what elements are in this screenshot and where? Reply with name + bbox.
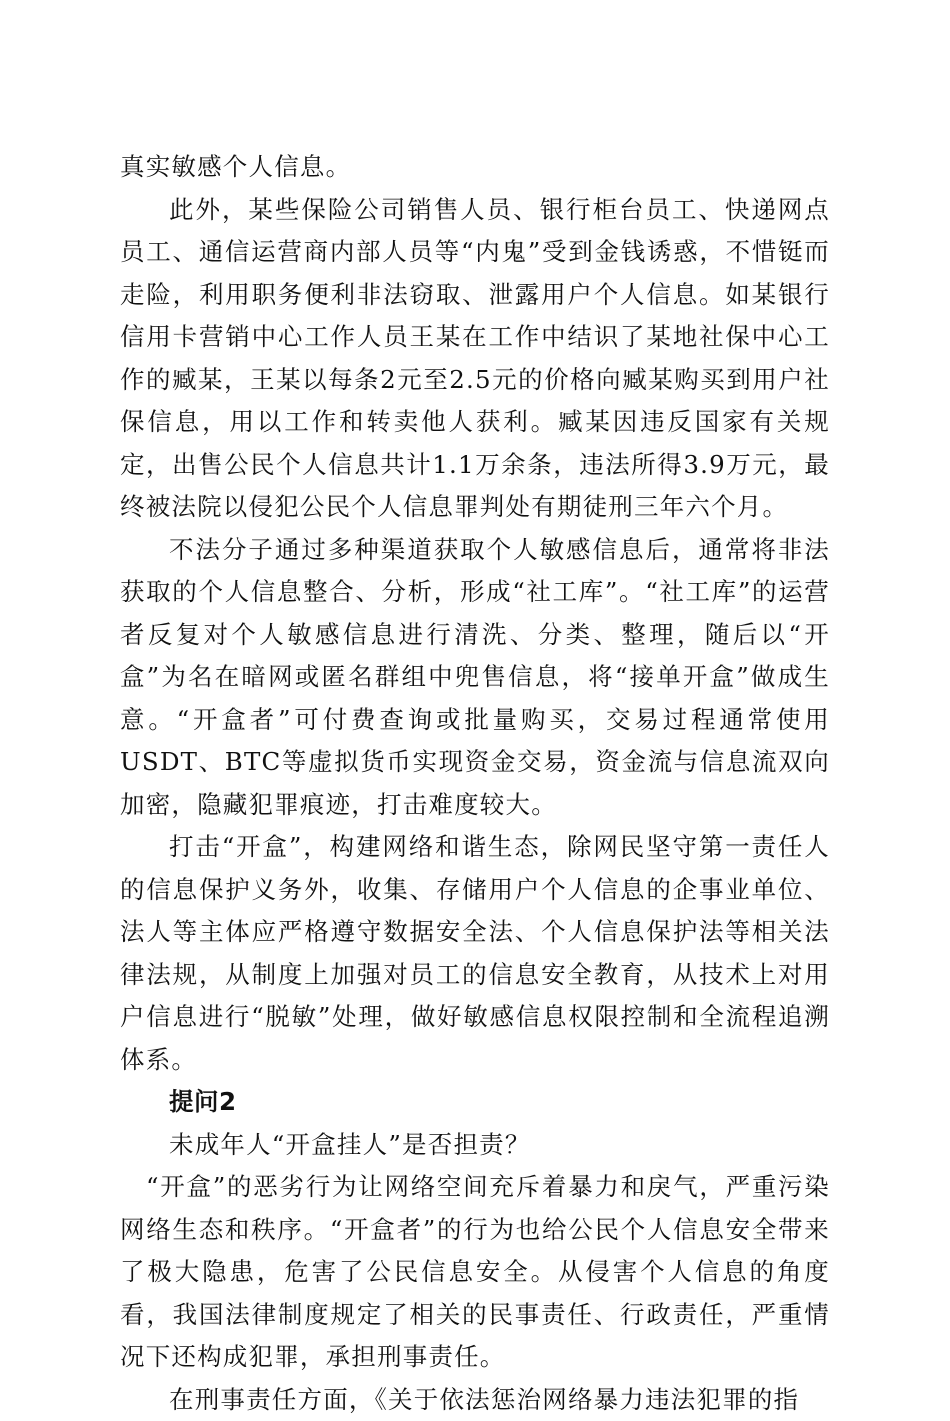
paragraph-combat-doxxing: 打击“开盒”，构建网络和谐生态，除网民坚守第一责任人的信息保护义务外，收集、存储用户个人信息的企事业单位、法人等主体应严格遵守数据安全法、个人信息保护法等相关法律法规，从制度上加强对员工的信息安全教育，从技术上对用户信息进行“脱敏”处理，做好敏感信息权限控制和全流程追溯体系。 [120, 826, 830, 1081]
paragraph-social-engineering-db: 不法分子通过多种渠道获取个人敏感信息后，通常将非法获取的个人信息整合、分析，形成“社工库”。“社工库”的运营者反复对个人敏感信息进行清洗、分类、整理，随后以“开盒”为名在暗网或匿名群组中兜售信息，将“接单开盒”做成生意。“开盒者”可付费查询或批量购买，交易过程通常使用USDT、BTC等虚拟货币实现资金交易，资金流与信息流双向加密，隐藏犯罪痕迹，打击难度较大。 [120, 529, 830, 827]
section-heading: 提问2 [120, 1081, 830, 1124]
paragraph-harm: “开盒”的恶劣行为让网络空间充斥着暴力和戾气，严重污染网络生态和秩序。“开盒者”的行为也给公民个人信息安全带来了极大隐患，危害了公民信息安全。从侵害个人信息的角度看，我国法律制度规定了相关的民事责任、行政责任，严重情况下还构成犯罪，承担刑事责任。 [120, 1166, 830, 1379]
question-text: 未成年人“开盒挂人”是否担责？ [120, 1124, 830, 1167]
document-body [120, 146, 830, 1421]
paragraph-criminal-liability: 在刑事责任方面，《关于依法惩治网络暴力违法犯罪的指 [120, 1379, 830, 1421]
paragraph-insiders: 此外，某些保险公司销售人员、银行柜台员工、快递网点员工、通信运营商内部人员等“内鬼”受到金钱诱惑，不惜铤而走险，利用职务便利非法窃取、泄露用户个人信息。如某银行信用卡营销中心工作人员王某在工作中结识了某地社保中心工作的臧某，王某以每条2元至2.5元的价格向臧某购买到用户社保信息，用以工作和转卖他人获利。臧某因违反国家有关规定，出售公民个人信息共计1.1万余条，违法所得3.9万元，最终被法院以侵犯公民个人信息罪判处有期徒刑三年六个月。 [120, 189, 830, 529]
paragraph-continuation: 真实敏感个人信息。 [120, 146, 830, 189]
